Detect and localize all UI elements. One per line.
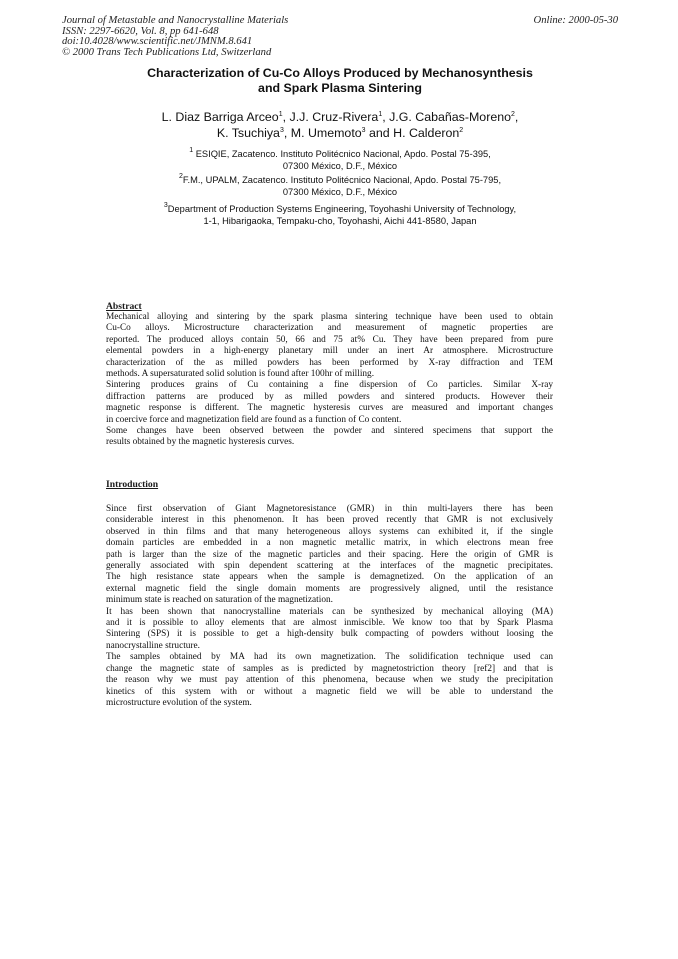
author-separator: , <box>514 110 519 124</box>
journal-name: Journal of Metastable and Nanocrystalline Materials <box>62 15 289 26</box>
title-line-2: and Spark Plasma Sintering <box>258 80 422 95</box>
text-line: It has been shown that nanocrystalline materials can be synthesized by mechanical alloying (MA) <box>106 606 553 617</box>
text-line: kinetics of this system with or without a magnetic field we will be able to understand the <box>106 686 553 697</box>
author-affiliation-mark: 1 <box>378 111 383 118</box>
authors-line-1 <box>62 110 618 126</box>
text-line: minimum state is reached on saturation of the magnetization. <box>106 595 333 606</box>
text-line: nanocrystalline structure. <box>106 640 200 651</box>
text-line: elemental powders in a high-energy planetary mill under an inert Ar atmosphere. Microstructure <box>106 346 553 357</box>
author-name: , J.G. Cabañas-Moreno <box>382 110 512 124</box>
affiliation-text: F.M., UPALM, Zacatenco. Instituto Politécnico Nacional, Apdo. Postal 75-795, <box>182 175 502 185</box>
text-line: characterization of the as milled powders has been performed by X-ray diffraction and TEM <box>106 357 553 368</box>
author-name: , J.J. Cruz-Rivera <box>282 110 379 124</box>
text-line: considerable interest in this phenomenon. It has been proved recently that GMR is not exclusively <box>106 515 553 526</box>
affiliation-line <box>62 203 618 215</box>
author-affiliation-mark: 2 <box>459 126 464 134</box>
text-line: The high resistance state appears when the sample is demagnetized. On the application of an <box>106 572 553 583</box>
author-name: , M. Umemoto <box>283 125 362 140</box>
author-affiliation-mark: 2 <box>511 111 515 118</box>
text-line: the reason why we must pay attention of this phenomena, because when we study the precipitation <box>106 675 553 686</box>
copyright-line: © 2000 Trans Tech Publications Ltd, Switzerland <box>62 46 272 58</box>
text-line: Since first observation of Giant Magnetoresistance (GMR) in thin multi-layers there has been <box>106 504 553 514</box>
paper-title <box>62 66 618 95</box>
abstract-heading: Abstract <box>106 301 142 312</box>
author-affiliation-mark: 1 <box>278 111 283 118</box>
affiliation-line <box>62 148 618 160</box>
text-line: diffraction patterns are produced by as milled powders and sintered products. However their <box>106 391 553 402</box>
affiliation-mark: 2 <box>178 173 183 180</box>
journal-header <box>62 16 618 58</box>
introduction-heading: Introduction <box>106 479 159 490</box>
text-line: generally associated with spin dependent scattering at the interfaces of the magnetic precipitates. <box>106 561 553 572</box>
text-line: Sintering produces grains of Cu containing a fine dispersion of Co particles. Similar X-ray <box>106 380 553 391</box>
introduction-text <box>106 504 553 709</box>
author-name: and H. Calderon <box>365 125 460 140</box>
authors-line-2 <box>62 126 618 142</box>
text-line: microstructure evolution of the system. <box>106 697 252 708</box>
affiliation-address: 07300 México, D.F., México <box>282 161 398 171</box>
affiliation-mark: 1 <box>189 147 194 154</box>
author-affiliation-mark: 3 <box>279 126 284 134</box>
text-line: in coercive force and magnetization field are found as a function of Co content. <box>106 414 402 425</box>
text-line: results obtained by the magnetic hysteresis curves. <box>106 437 295 448</box>
author-name: L. Diaz Barriga Arceo <box>161 110 279 124</box>
text-line: Cu-Co alloys. Microstructure characterization and measurement of magnetic properties are <box>106 323 553 334</box>
affiliation-address: 1-1, Hibarigaoka, Tempaku-cho, Toyohashi, Aichi 441-8580, Japan <box>203 216 477 226</box>
online-date: Online: 2000-05-30 <box>533 15 618 26</box>
affiliation-2 <box>62 174 618 198</box>
text-line: observed in thin films and that many heterogeneous alloys systems can exhibited it, if the single <box>106 526 553 537</box>
text-line: The samples obtained by MA had its own magnetization. The solidification technique used can <box>106 652 553 663</box>
text-line: methods. A supersaturated solid solution is found after 100hr of milling. <box>106 369 375 380</box>
text-line: change the magnetic state of samples as is predicted by magnetostriction theory [ref2] and that is <box>106 663 553 674</box>
issn-line: ISSN: 2297-6620, Vol. 8, pp 641-648 <box>62 25 219 37</box>
affiliation-mark: 3 <box>163 202 168 209</box>
text-line: reported. The produced alloys contain 50, 66 and 75 at% Cu. They have been prepared from pure <box>106 334 553 345</box>
author-affiliation-mark: 3 <box>361 126 366 134</box>
text-line: Mechanical alloying and sintering by the spark plasma sintering technique have been used to obtain <box>106 312 553 322</box>
author-list <box>62 110 618 141</box>
abstract-text <box>106 312 553 449</box>
text-line: external magnetic field the single domain moments are progressively aligned, until the resistance <box>106 583 553 594</box>
text-line: domain particles are embedded in a non magnetic metallic matrix, in which electrons mean free <box>106 538 553 549</box>
text-line: Sintering (SPS) it is possible to get a high-density bulk compacting of powders without loosing the <box>106 629 553 640</box>
text-line: and it is possible to alloy elements that are almost inmiscible. We know too that by Spark Plasma <box>106 618 553 629</box>
doi-line[interactable]: doi:10.4028/www.scientific.net/JMNM.8.641 <box>62 36 253 48</box>
author-name: K. Tsuchiya <box>216 125 280 140</box>
title-line-1: Characterization of Cu-Co Alloys Produced by Mechanosynthesis <box>147 66 533 80</box>
affiliation-1 <box>62 148 618 172</box>
affiliation-line <box>62 174 618 186</box>
text-line: Some changes have been observed between the powder and sintered specimens that support the <box>106 426 553 437</box>
affiliation-address: 07300 México, D.F., México <box>282 187 398 197</box>
affiliation-text: Department of Production Systems Engineering, Toyohashi University of Technology, <box>167 204 517 214</box>
affiliation-3 <box>62 203 618 227</box>
affiliation-text: ESIQIE, Zacatenco. Instituto Politécnico Nacional, Apdo. Postal 75-395, <box>195 149 491 159</box>
text-line: magnetic response is different. The magnetic hysteresis curves are measured and important changes <box>106 403 553 414</box>
text-line: path is larger than the size of the magnetic particles and their spacing. Here the origin of GMR is <box>106 549 553 560</box>
